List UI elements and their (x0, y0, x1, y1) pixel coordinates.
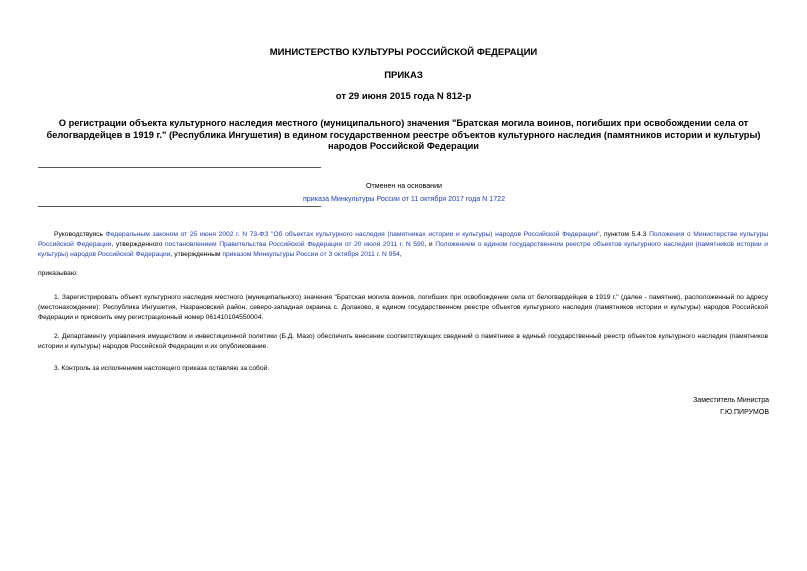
signature-block (693, 395, 769, 418)
signatory-position: Заместитель Министра (693, 397, 769, 404)
order-item-3: 3. Контроль за исполнением настоящего приказа оставляю за собой. (54, 365, 270, 372)
divider-bottom (38, 206, 321, 207)
preamble-text-5: , утвержденным (170, 251, 223, 258)
preamble-text-2: , пунктом 5.4.3 (599, 231, 650, 238)
preamble-text-4: , и (424, 241, 436, 248)
ministry-order-link[interactable]: приказом Минкультуры России от 3 октября 2011 г. N 954 (222, 251, 400, 258)
preamble-text-1: Руководствуясь (54, 231, 106, 238)
preamble-text-3: , утвержденного (111, 241, 166, 248)
annulment-note (240, 180, 568, 205)
order-word: приказываю: (38, 270, 78, 277)
annulment-link[interactable]: приказа Минкультуры России от 11 октября 2017 года N 1722 (302, 194, 506, 203)
ministry-regulation-link[interactable]: Положения о Министерстве культуры Российской Федерации (38, 231, 769, 248)
ministry-name: МИНИСТЕРСТВО КУЛЬТУРЫ РОССИЙСКОЙ ФЕДЕРАЦИИ (269, 47, 538, 58)
document-title: О регистрации объекта культурного наследия местного (муниципального) значения "Братская могила воинов, погибших при освобождении села от белогвардейцев в 1919 г." (Республика Ингушетия) в едином государственном реестре объектов культурного наследия (памятников истории и культуры) народов Российской Федерации (46, 118, 761, 151)
annulment-text: Отменен на основании (365, 182, 442, 190)
order-item-1: 1. Зарегистрировать объект культурного наследия местного (муниципального) значения "Братская могила воинов, погибших при освобождении села от белогвардейцев в 1919 г." (далее - памятник), расположенный по адресу (местонахождение): Республика Ингушетия, Назрановский район, северо-западная окраина с. Долаково, в едином государственном реестре объектов культурного наследия (памятников истории и культуры) народов Российской Федерации и присвоить ему регистрационный номер 061410104550004. (38, 294, 768, 321)
divider-top (38, 167, 321, 168)
document-type: ПРИКАЗ (384, 70, 423, 81)
order-item-2: 2. Департаменту управления имуществом и инвестиционной политики (Б.Д. Мазо) обеспечить внесение соответствующих сведений о памятнике в единый государственный реестр объектов культурного наследия (памятников истории и культуры) народов Российской Федерации и их опубликование. (38, 333, 768, 350)
signatory-name: Г.Ю.ПИРУМОВ (720, 408, 769, 416)
preamble-text-6: , (399, 251, 402, 258)
registry-regulation-link[interactable]: Положением о едином государственном реестре объектов культурного наследия (памятников истории и культуры) народов Российской Федерации (38, 241, 768, 258)
federal-law-link[interactable]: Федеральным законом от 25 июня 2002 г. N 73-ФЗ "Об объектах культурного наследия (памятниках истории и культуры) народов Российской Федерации" (105, 231, 600, 238)
preamble-paragraph (38, 230, 768, 260)
document-date-number: от 29 июня 2015 года N 812-р (335, 91, 472, 102)
government-resolution-link[interactable]: постановлением Правительства Российской Федерации от 20 июля 2011 г. N 590 (165, 241, 425, 248)
